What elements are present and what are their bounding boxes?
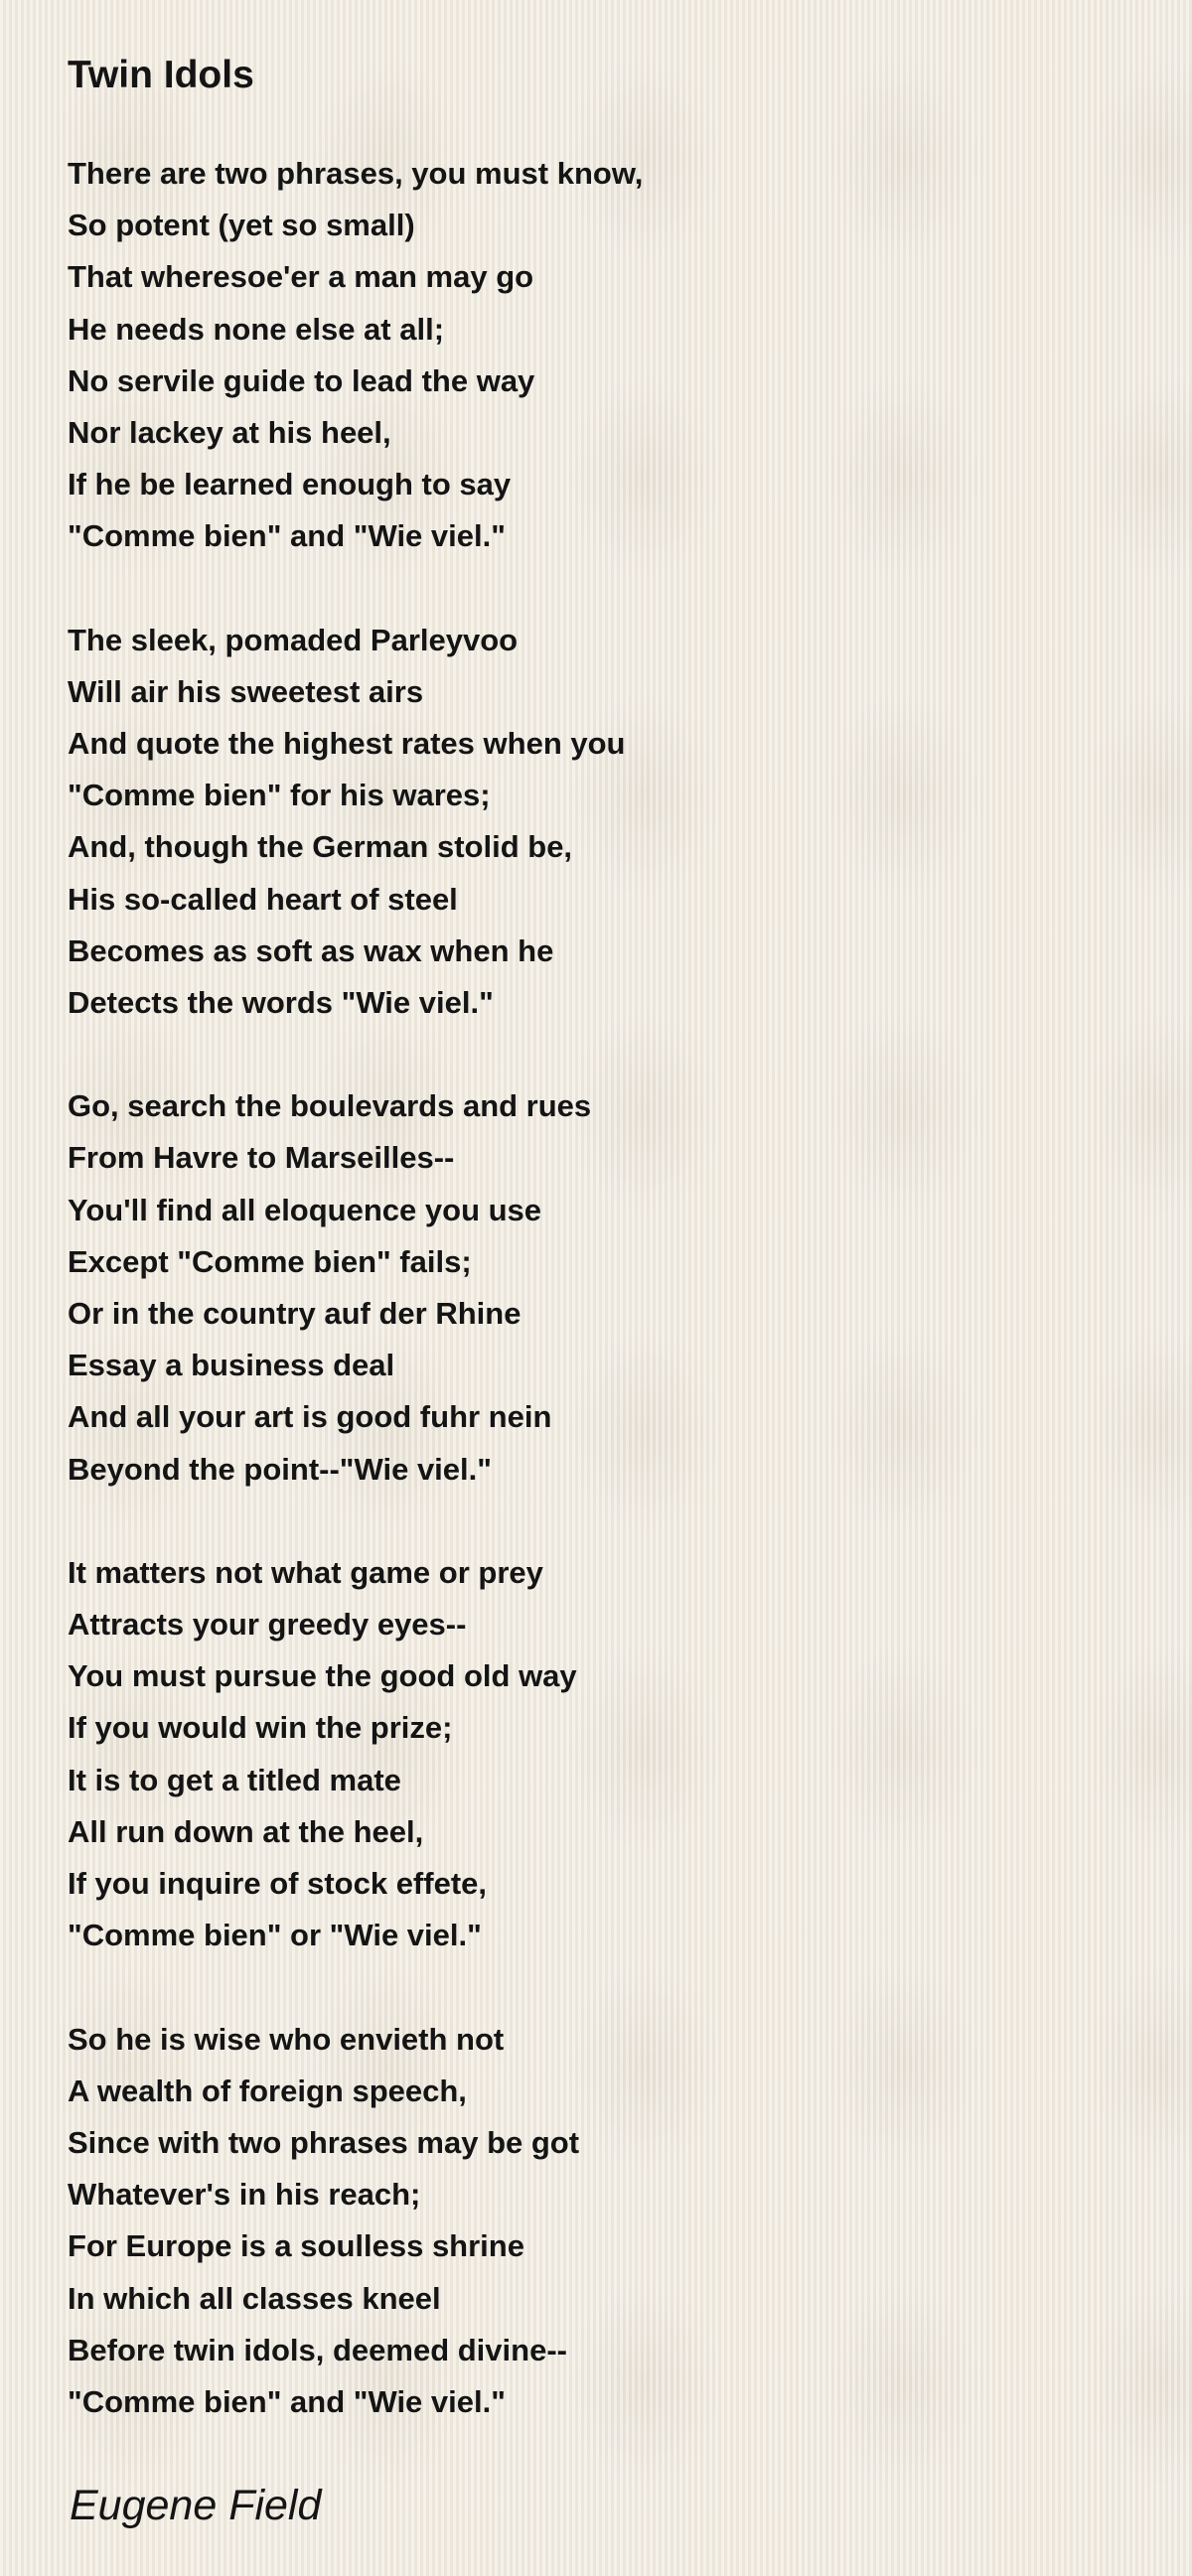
poem-line: In which all classes kneel <box>68 2280 441 2316</box>
poem-line: Detects the words "Wie viel." <box>68 985 494 1021</box>
poem-line: He needs none else at all; <box>68 311 445 347</box>
poem-line: It matters not what game or prey <box>68 1554 543 1590</box>
poem-line: And all your art is good fuhr nein <box>68 1399 552 1435</box>
poem-line: Go, search the boulevards and rues <box>68 1088 592 1124</box>
stanza-1 <box>68 148 1140 563</box>
poem-line: If he be learned enough to say <box>68 467 512 502</box>
poem-line: From Havre to Marseilles-- <box>68 1140 455 1176</box>
poem-line: Or in the country auf der Rhine <box>68 1296 522 1332</box>
stanza-2 <box>68 615 1140 1030</box>
poem-line: Except "Comme bien" fails; <box>68 1243 472 1279</box>
poem-line: No servile guide to lead the way <box>68 362 535 398</box>
poem-line: Beyond the point--"Wie viel." <box>68 1451 492 1487</box>
poem-line: You must pursue the good old way <box>68 1658 577 1694</box>
poem-line: Becomes as soft as wax when he <box>68 932 554 968</box>
poem-line: "Comme bien" or "Wie viel." <box>68 1918 482 1953</box>
poem-author: Eugene Field <box>70 2482 322 2530</box>
poem-line: You'll find all eloquence you use <box>68 1192 542 1227</box>
poem-line: His so-called heart of steel <box>68 881 458 917</box>
poem-title: Twin Idols <box>68 54 254 96</box>
poem-line: It is to get a titled mate <box>68 1762 401 1797</box>
poem-line: Whatever's in his reach; <box>68 2177 421 2213</box>
poem-line: So potent (yet so small) <box>68 208 415 243</box>
poem-line: "Comme bien" for his wares; <box>68 778 491 813</box>
poem-page <box>68 0 1140 2531</box>
poem-line: For Europe is a soulless shrine <box>68 2228 524 2264</box>
stanza-4 <box>68 1547 1140 1962</box>
poem-line: If you would win the prize; <box>68 1710 453 1746</box>
stanza-5 <box>68 2014 1140 2429</box>
stanza-3 <box>68 1080 1140 1496</box>
poem-line: The sleek, pomaded Parleyvoo <box>68 622 519 657</box>
poem-line: So he is wise who envieth not <box>68 2021 505 2057</box>
poem-line: "Comme bien" and "Wie viel." <box>68 518 506 554</box>
poem-line: There are two phrases, you must know, <box>68 156 644 191</box>
poem-line: Will air his sweetest airs <box>68 673 424 709</box>
poem-line: If you inquire of stock effete, <box>68 1866 487 1902</box>
poem-line: Essay a business deal <box>68 1348 395 1383</box>
poem-line: "Comme bien" and "Wie viel." <box>68 2383 506 2419</box>
poem-line: A wealth of foreign speech, <box>68 2073 467 2108</box>
poem-line: Nor lackey at his heel, <box>68 415 391 451</box>
poem-line: Since with two phrases may be got <box>68 2124 580 2160</box>
poem-line: That wheresoe'er a man may go <box>68 259 534 295</box>
poem-line: All run down at the heel, <box>68 1813 424 1849</box>
poem-line: Attracts your greedy eyes-- <box>68 1607 467 1643</box>
poem-line: And, though the German stolid be, <box>68 829 573 865</box>
poem-line: And quote the highest rates when you <box>68 726 626 762</box>
poem-line: Before twin idols, deemed divine-- <box>68 2332 567 2367</box>
poem-body <box>68 148 1140 2428</box>
